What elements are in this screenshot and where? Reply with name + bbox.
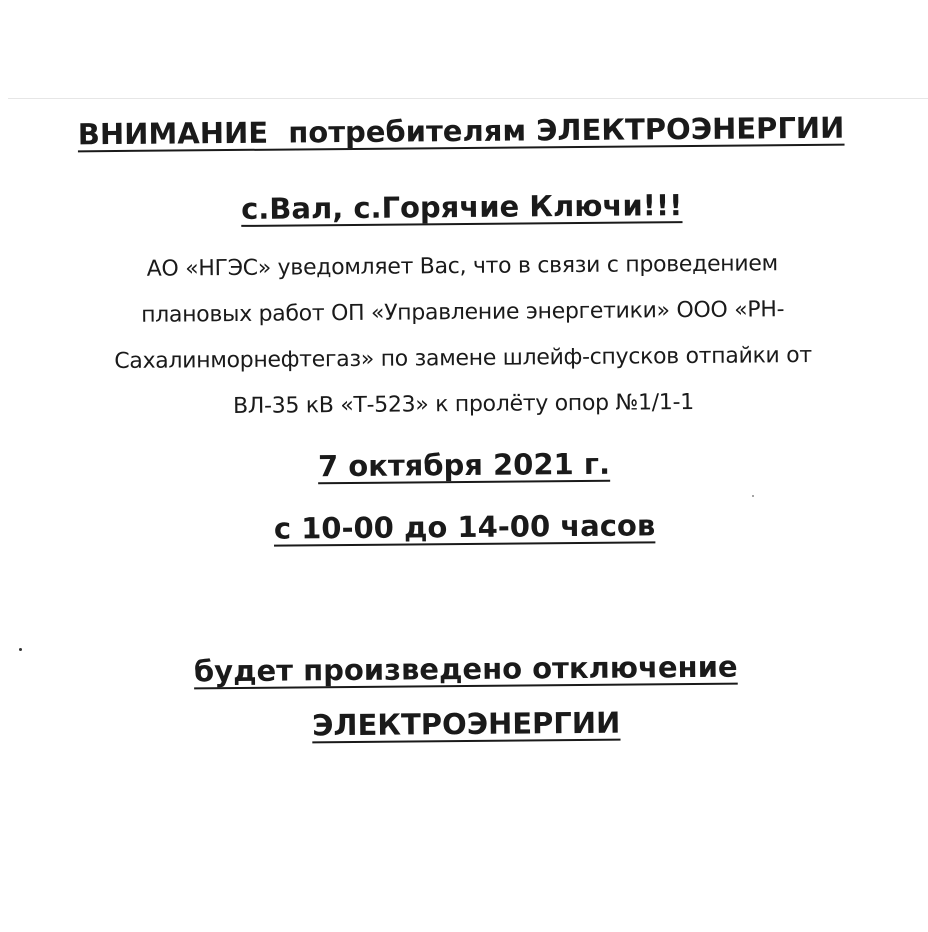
notice-title-row bbox=[0, 110, 925, 152]
location-row bbox=[0, 186, 926, 228]
body-line-4: ВЛ-35 кВ «Т-523» к пролёту опор №1/1-1 bbox=[232, 389, 694, 420]
outage-row-1 bbox=[2, 648, 928, 690]
body-line-1: АО «НГЭС» уведомляет Вас, что в связи с проведением bbox=[146, 251, 778, 282]
outage-row-2 bbox=[2, 703, 928, 745]
body-line-3: Сахалинморнефтегаз» по замене шлейф-спусков отпайки от bbox=[114, 342, 812, 375]
outage-subject: ЭЛЕКТРОЭНЕРГИИ bbox=[312, 705, 621, 743]
notice-location: с.Вал, с.Горячие Ключи!!! bbox=[240, 188, 683, 226]
outage-statement: будет произведено отключение bbox=[193, 649, 738, 689]
time-row bbox=[0, 506, 928, 548]
notice-title: ВНИМАНИЕ потребителям ЭЛЕКТРОЭНЕРГИИ bbox=[77, 110, 845, 152]
date-row bbox=[0, 444, 928, 486]
outage-time: с 10-00 до 14-00 часов bbox=[273, 508, 656, 546]
outage-date: 7 октября 2021 г. bbox=[317, 446, 611, 484]
body-line-2: плановых работ ОП «Управление энергетики» ООО «РН- bbox=[141, 297, 785, 328]
